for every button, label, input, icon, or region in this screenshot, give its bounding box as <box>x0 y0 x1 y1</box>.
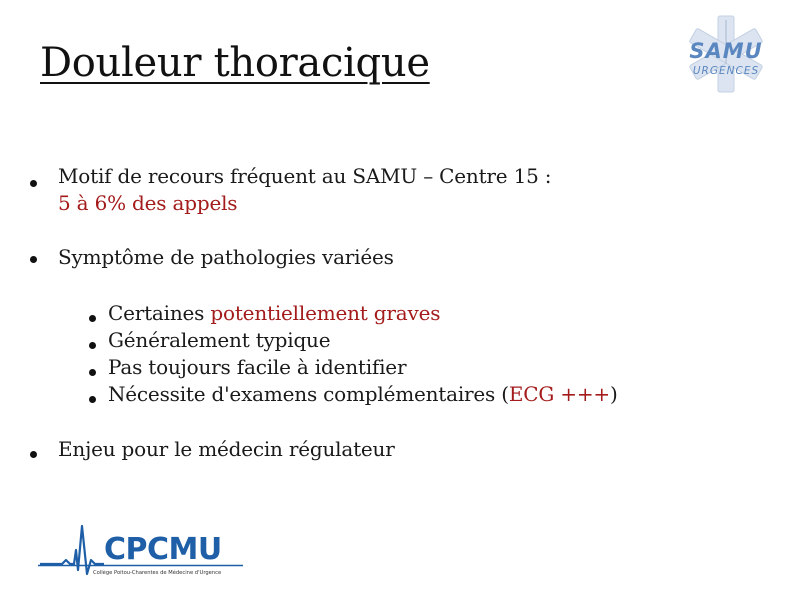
bullet-dot <box>30 451 37 458</box>
bullet-dot <box>30 180 37 187</box>
bullet-3-text: Enjeu pour le médecin régulateur <box>58 437 395 461</box>
sub-bullet-dot <box>89 315 96 322</box>
samu-urgences-logo <box>680 14 772 94</box>
sub-bullet-dot <box>89 369 96 376</box>
sub-bullet-4-highlight: ECG +++ <box>508 382 610 406</box>
sub-bullet-3: Pas toujours facile à identifier <box>108 355 407 379</box>
urgences-text: URGENCES <box>692 65 760 77</box>
page-title: Douleur thoracique <box>40 40 430 86</box>
bullet-1-line-1: Motif de recours fréquent au SAMU – Centre 15 : <box>58 164 552 188</box>
ecg-trace-icon <box>40 526 104 574</box>
sub-bullet-dot <box>89 342 96 349</box>
sub-bullet-dot <box>89 396 96 403</box>
sub-bullet-2: Généralement typique <box>108 328 331 352</box>
sub-bullet-4 <box>108 380 618 408</box>
sub-bullet-4-prefix: Nécessite d'examens complémentaires ( <box>108 382 509 406</box>
sub-bullet-1-highlight: potentiellement graves <box>210 301 441 325</box>
cpcmu-logo <box>38 520 243 578</box>
sub-bullet-4-suffix: ) <box>610 382 618 406</box>
sub-bullet-1-prefix: Certaines <box>108 301 211 325</box>
bullet-1-line-2: 5 à 6% des appels <box>58 191 238 215</box>
cpcmu-subtitle: Collège Poitou-Charentes de Médecine d'Urgence <box>93 570 222 576</box>
sub-bullet-1 <box>108 299 440 327</box>
cpcmu-name: CPCMU <box>104 532 222 567</box>
samu-text: SAMU <box>689 39 763 63</box>
bullet-dot <box>30 256 37 263</box>
bullet-2-text: Symptôme de pathologies variées <box>58 245 394 269</box>
